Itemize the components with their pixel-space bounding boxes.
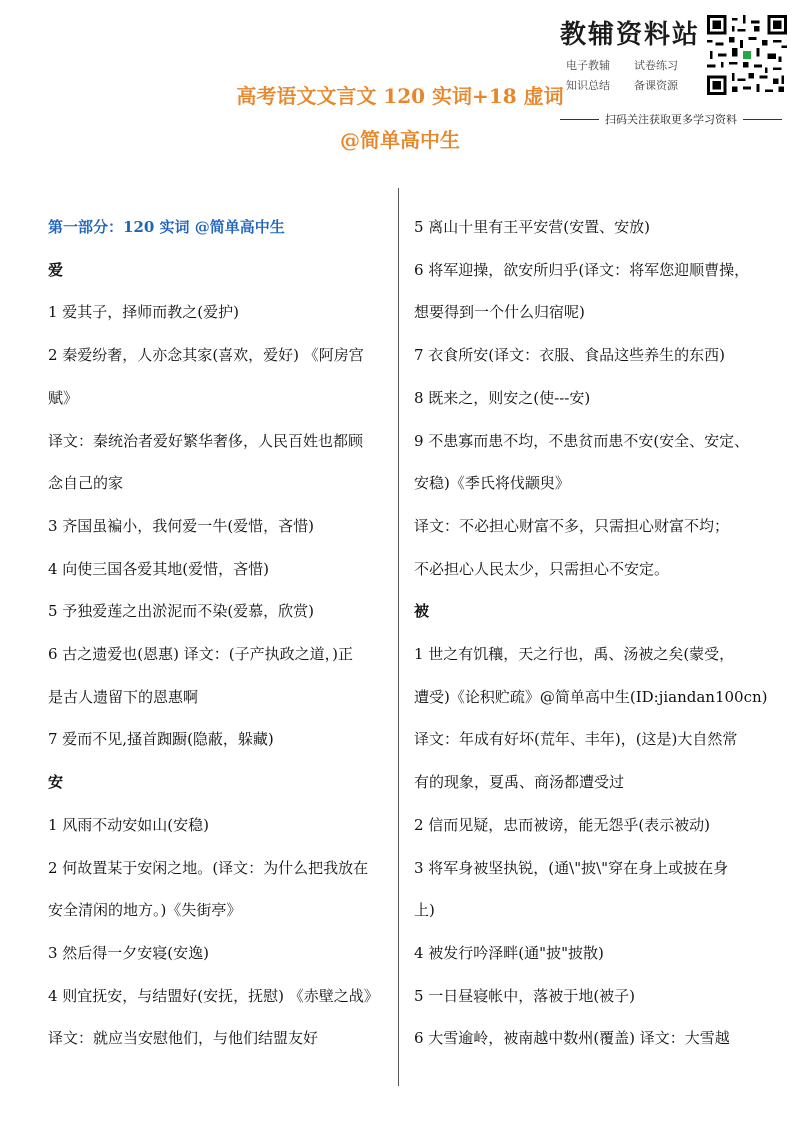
page-subtitle: @简单高中生 — [340, 128, 460, 152]
text-line: 6 将军迎操，欲安所归乎(译文：将军您迎顺曹操， — [414, 260, 750, 279]
section-heading: 第一部分：120 实词 @简单高中生 — [48, 218, 285, 236]
text-line: 是古人遗留下的恩惠啊 — [48, 687, 199, 706]
text-line: 4 被发行吟泽畔(通"披"披散) — [414, 943, 604, 962]
text-line: 9 不患寡而患不均，不患贫而患不安(安全、安定、 — [414, 431, 750, 450]
text-line: 1 风雨不动安如山(安稳) — [48, 815, 210, 834]
text-line: 3 将军身被坚执锐，(通\"披\"穿在身上或披在身 — [414, 858, 729, 877]
right-column — [414, 206, 768, 1060]
text-line: 上) — [414, 901, 435, 920]
text-line: 3 然后得一夕安寝(安逸) — [48, 943, 210, 962]
text-line: 安稳)《季氏将伐颛臾》 — [414, 474, 570, 493]
qr-code-icon — [707, 15, 787, 95]
page-title: 高考语文文言文 120 实词+18 虚词 — [236, 84, 564, 108]
entry-heading: 安 — [48, 773, 64, 792]
text-line: 4 向使三国各爱其地(爱惜，吝惜) — [48, 559, 270, 578]
text-line: 有的现象，夏禹、商汤都遭受过 — [414, 773, 625, 792]
brand-title: 教辅资料站 — [560, 20, 701, 50]
entry-heading: 被 — [414, 602, 430, 621]
text-line: 5 一日昼寝帐中，落被于地(被子) — [414, 986, 636, 1005]
brand-tag: 试卷练习 — [634, 59, 678, 72]
text-line: 译文：秦统治者爱好繁华奢侈，人民百姓也都顾 — [48, 431, 364, 450]
text-line: 2 秦爱纷奢，人亦念其家(喜欢，爱好) 《阿房宫 — [48, 346, 364, 365]
text-line: 1 爱其子，择师而教之(爱护) — [48, 303, 240, 322]
text-line: 赋》 — [48, 388, 79, 407]
entry-heading: 爱 — [48, 260, 64, 279]
divider — [560, 119, 599, 120]
column-divider — [398, 188, 399, 1086]
text-line: 译文：不必担心财富不多，只需担心财富不均； — [414, 516, 730, 535]
scan-hint-text: 扫码关注获取更多学习资料 — [605, 113, 737, 126]
text-line: 念自己的家 — [48, 474, 124, 493]
left-column — [48, 206, 393, 1060]
text-line: 安全清闲的地方。)《失街亭》 — [48, 901, 242, 920]
text-line: 2 何故置某于安闲之地。(译文：为什么把我放在 — [48, 858, 369, 877]
text-line: 2 信而见疑，忠而被谤，能无怨乎(表示被动) — [414, 815, 711, 834]
text-line: 8 既来之，则安之(使---安) — [414, 388, 591, 407]
text-line: 5 离山十里有王平安营(安置、安放) — [414, 218, 651, 236]
text-line: 7 爱而不见,搔首踟蹰(隐蔽，躲藏) — [48, 730, 274, 749]
brand-tag: 备课资源 — [634, 79, 678, 92]
text-line: 4 则宜抚安，与结盟好(安抚，抚慰) 《赤壁之战》 — [48, 986, 379, 1005]
text-line: 1 世之有饥穰，天之行也，禹、汤被之矣(蒙受， — [414, 645, 735, 664]
brand-tag: 知识总结 — [566, 79, 610, 92]
text-line: 6 古之遗爱也(恩惠) 译文：(子产执政之道，)正 — [48, 645, 353, 664]
text-line: 7 衣食所安(译文：衣服、食品这些养生的东西) — [414, 346, 726, 365]
text-line: 6 大雪逾岭，被南越中数州(覆盖) 译文：大雪越 — [414, 1029, 730, 1048]
brand-tag: 电子教辅 — [566, 59, 610, 72]
text-line: 3 齐国虽褊小，我何爱一牛(爱惜，吝惜) — [48, 516, 315, 535]
text-line: 不必担心人民太少，只需担心不安定。 — [414, 559, 670, 578]
text-line: 译文：就应当安慰他们，与他们结盟友好 — [48, 1029, 319, 1048]
divider — [743, 119, 782, 120]
text-line: 遭受)《论积贮疏》@简单高中生(ID:jiandan100cn) — [414, 687, 768, 706]
text-line: 5 予独爱莲之出淤泥而不染(爱慕，欣赏) — [48, 602, 315, 621]
text-line: 译文：年成有好坏(荒年、丰年)，(这是)大自然常 — [414, 730, 738, 749]
text-line: 想要得到一个什么归宿呢) — [414, 303, 585, 322]
